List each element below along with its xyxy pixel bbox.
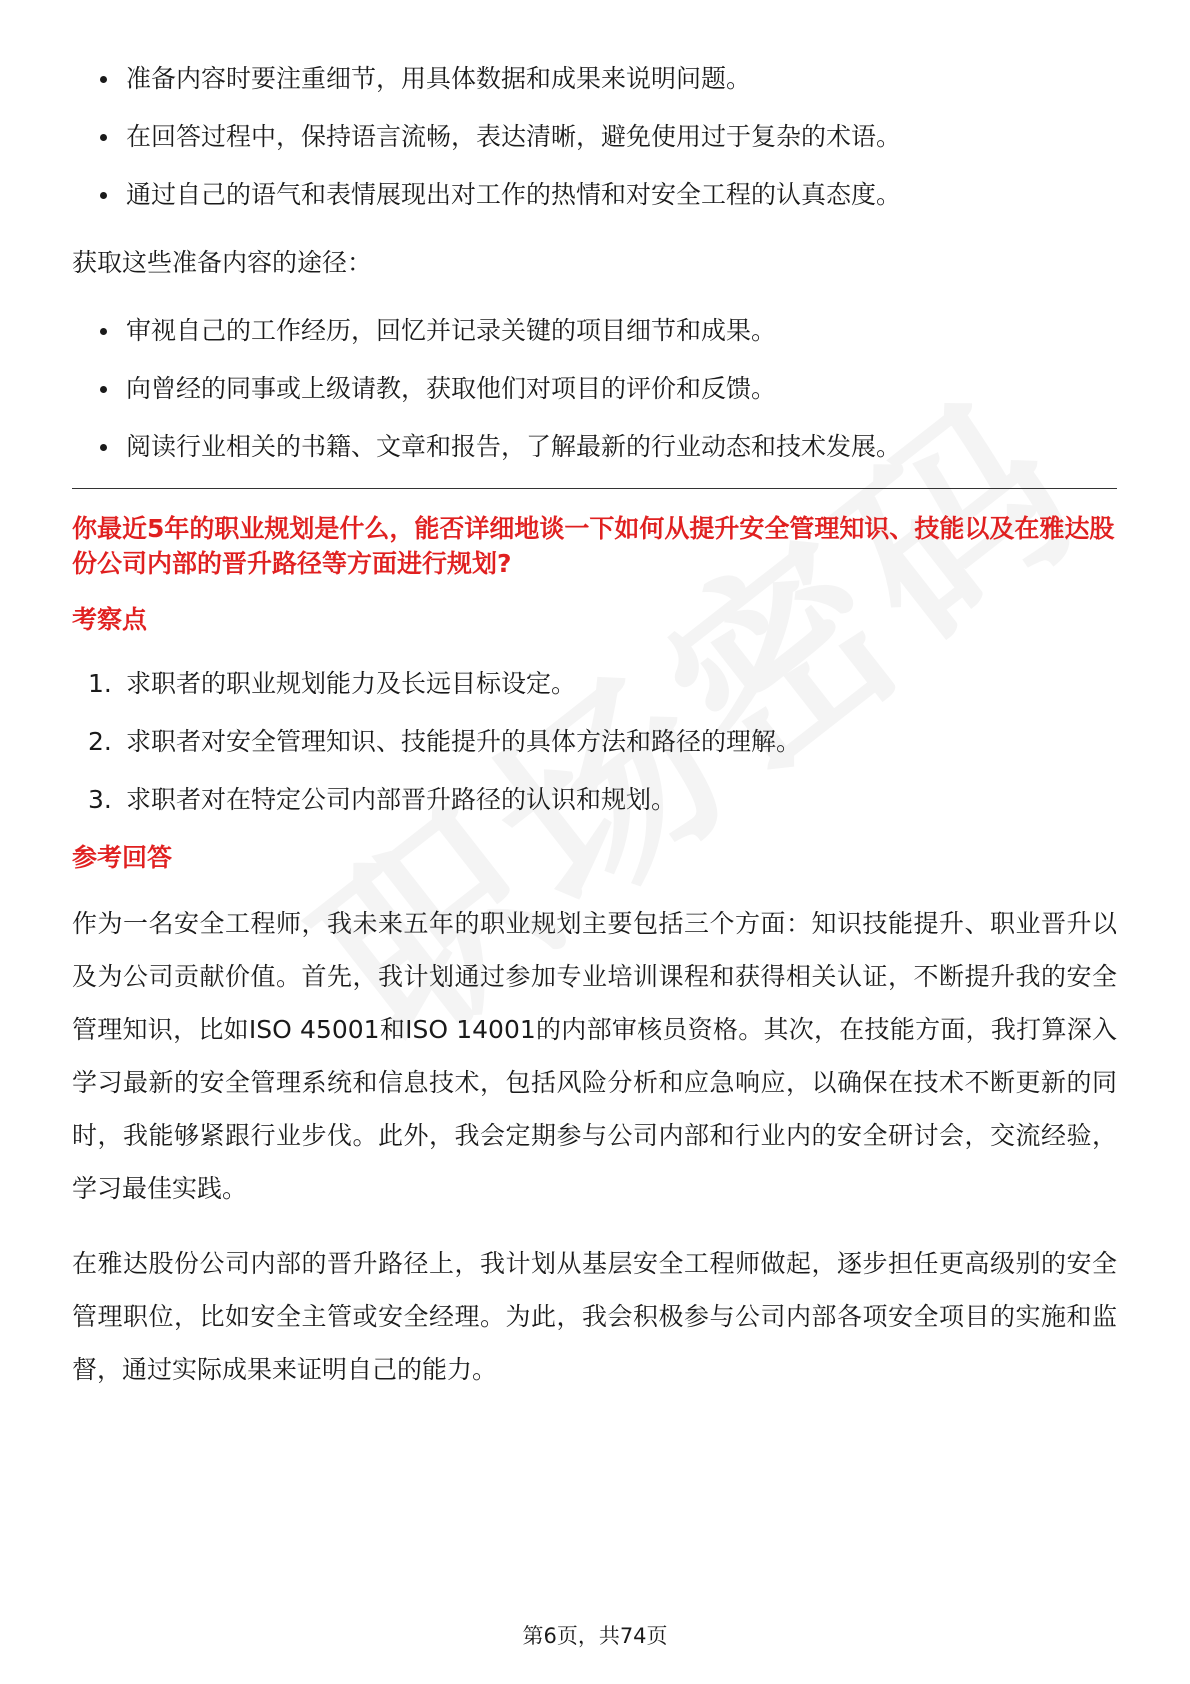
list-item: [72, 725, 1117, 759]
ways-heading: 获取这些准备内容的途径：: [72, 248, 373, 277]
focus-heading: 考察点: [72, 605, 148, 634]
list-text: 求职者对在特定公司内部晋升路径的认识和规划。: [126, 785, 677, 814]
list-item: 通过自己的语气和表情展现出对工作的热情和对安全工程的认真态度。: [72, 178, 1117, 212]
section-divider: [72, 488, 1117, 489]
list-text: 求职者对安全管理知识、技能提升的具体方法和路径的理解。: [126, 727, 802, 756]
list-item: [72, 783, 1117, 817]
answer-heading: 参考回答: [72, 843, 173, 872]
interview-question: 你最近5年的职业规划是什么，能否详细地谈一下如何从提升安全管理知识、技能以及在雅达股份公司内部的晋升路径等方面进行规划?: [72, 514, 1115, 578]
bullet-list-tips: [72, 62, 1117, 212]
page-content: [72, 62, 1117, 1396]
list-item: 阅读行业相关的书籍、文章和报告，了解最新的行业动态和技术发展。: [72, 430, 1117, 464]
list-number: 1.: [88, 669, 112, 698]
page-number-footer: 第6页，共74页: [522, 1624, 668, 1648]
list-item: 审视自己的工作经历，回忆并记录关键的项目细节和成果。: [72, 314, 1117, 348]
answer-paragraph: 在雅达股份公司内部的晋升路径上，我计划从基层安全工程师做起，逐步担任更高级别的安全管理职位，比如安全主管或安全经理。为此，我会积极参与公司内部各项安全项目的实施和监督，通过实际成果来证明自己的能力。: [72, 1249, 1117, 1384]
focus-point-list: [72, 667, 1117, 817]
list-item: [72, 667, 1117, 701]
bullet-list-ways: [72, 314, 1117, 464]
list-number: 3.: [88, 785, 112, 814]
list-number: 2.: [88, 727, 112, 756]
list-item: 向曾经的同事或上级请教，获取他们对项目的评价和反馈。: [72, 372, 1117, 406]
answer-paragraph: 作为一名安全工程师，我未来五年的职业规划主要包括三个方面：知识技能提升、职业晋升以及为公司贡献价值。首先，我计划通过参加专业培训课程和获得相关认证，不断提升我的安全管理知识，比如ISO 45001和ISO 14001的内部审核员资格。其次，在技能方面，我打算深入学习最新的安全管理系统和信息技术，包括风险分析和应急响应，以确保在技术不断更新的同时，我能够紧跟行业步伐。此外，我会定期参与公司内部和行业内的安全研讨会，交流经验，学习最佳实践。: [72, 909, 1117, 1203]
list-item: 准备内容时要注重细节，用具体数据和成果来说明问题。: [72, 62, 1117, 96]
list-item: 在回答过程中，保持语言流畅，表达清晰，避免使用过于复杂的术语。: [72, 120, 1117, 154]
list-text: 求职者的职业规划能力及长远目标设定。: [126, 669, 577, 698]
